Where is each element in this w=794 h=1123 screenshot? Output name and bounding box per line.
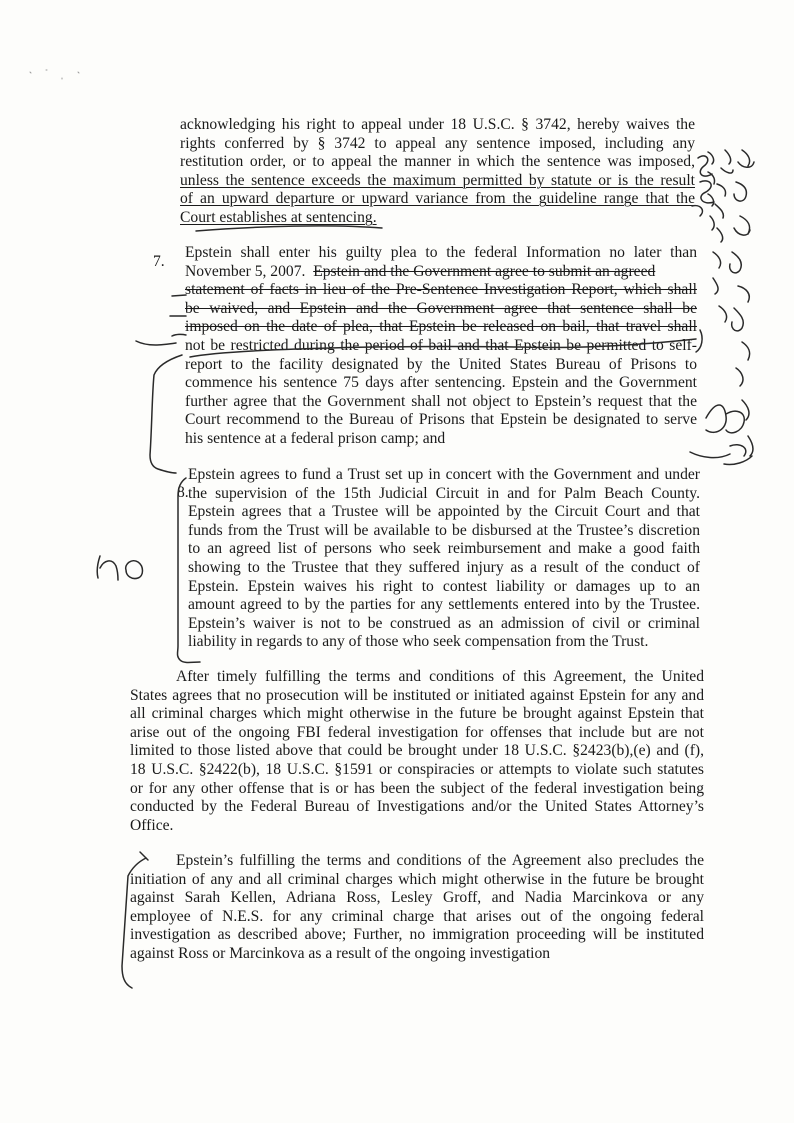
text-line: restitution order, or to appeal the manner in which the sentence was imposed, [180,153,695,171]
text-line: Epstein agrees to fund a Trust set up in concert with the Government and under [188,466,700,483]
text-line: initiation of any and all criminal charges which might otherwise in the future be brought [130,870,704,888]
margin-scribble [706,405,752,465]
text-line: conducted by the Federal Bureau of Investigations and/or the United States Attorney’s [130,798,704,816]
text-line: limited to those listed above that could be brought under 18 U.S.C. §2423(b),(e) and (f), [130,742,704,760]
text-line: acknowledging his right to appeal under 18 U.S.C. § 3742, hereby waives the [180,116,695,133]
text-line: States agrees that no prosecution will be instituted or initiated against Epstein for any and [130,686,704,704]
strike-mark [172,295,186,296]
text-line: showing to the Trustee that they suffered injury as a result of the conduct of [188,558,700,576]
text-line: to an agreed list of persons who seek reimbursement and make a good faith [188,540,700,558]
text-line: employee of N.E.S. for any criminal charge that arises out of the ongoing federal [130,907,704,925]
text-line: rights conferred by § 3742 to appeal any sentence imposed, including any [180,134,695,152]
text-line: Epstein shall enter his guilty plea to the federal Information no later than [185,244,697,261]
text-line: or for any other offense that is or has been the subject of the federal investigation being [130,779,704,797]
left-bracket [150,355,182,473]
text-line: his sentence at a federal prison camp; and [185,429,446,447]
underlined-line: unless the sentence exceeds the maximum permitted by statute or is the result [180,171,695,189]
struck-segment: Epstein and the Government agree to submit an agreed [313,262,656,280]
struck-line: be waived, and Epstein and the Government agree that sentence shall be [185,299,697,317]
text-segment: November 5, 2007. [185,262,306,280]
item-8-number: 8. [177,484,189,501]
text-line: 18 U.S.C. §2422(b), 18 U.S.C. §1591 or conspiracies or attempts to violate such statutes [130,760,704,778]
text-line: further agree that the Government shall not object to Epstein’s request that the [185,392,697,410]
text-line [185,263,697,282]
preclusion-paragraph [130,852,704,964]
intro-paragraph [180,116,695,228]
text-line: not be restricted during the period of bail and that Epstein be permitted to self- [185,336,697,354]
text-line: After timely fulfilling the terms and conditions of this Agreement, the United [176,668,704,685]
text-line: the supervision of the 15th Judicial Circuit in and for Palm Beach County. [188,484,700,502]
non-prosecution-paragraph [130,668,704,835]
text-line: commence his sentence 75 days after sentencing. Epstein and the Government [185,374,697,392]
text-line: Epstein’s fulfilling the terms and conditions of the Agreement also precludes the [176,852,704,869]
struck-line: statement of facts in lieu of the Pre-Sentence Investigation Report, which shall [185,281,697,299]
underlined-line: Court establishes at sentencing. [180,208,377,226]
margin-note-no [97,556,142,580]
text-line: Epstein. Epstein waives his right to contest liability or damages up to an [188,577,700,595]
text-line: Epstein’s waiver is not to be construed as an admission of civil or criminal [188,614,700,632]
struck-line: imposed on the date of plea, that Epstein be released on bail, that travel shall [185,318,697,336]
text-line: all criminal charges which might otherwise in the future be brought against Epstein that [130,705,704,723]
item-7-paragraph [185,244,697,449]
text-line: amount agreed to by the parties for any settlements entered into by the Trustee. [188,596,700,614]
margin-handwriting [730,150,754,456]
text-line: investigation as described above; Further, no immigration proceeding will be instituted [130,926,704,944]
item-8-paragraph [188,466,700,652]
text-line: arise out of the ongoing FBI federal investigation for offenses that include but are not [130,723,704,741]
text-line: report to the facility designated by the United States Bureau of Prisons to [185,355,697,373]
text-line: Court recommend to the Bureau of Prisons that Epstein be designated to serve [185,411,697,429]
item-7-number: 7. [153,253,165,270]
margin-scribble [698,156,712,176]
text-line: against Ross or Marcinkova as a result of the ongoing investigation [130,944,551,962]
text-line: funds from the Trust will be available to be disbursed at the Trustee’s discretion [188,521,700,539]
scan-specks [30,70,79,79]
text-line: Office. [130,816,174,834]
text-line: Epstein agrees that a Trustee will be appointed by the Circuit Court and that [188,503,700,521]
text-line: against Sarah Kellen, Adriana Ross, Lesley Groff, and Nadia Marcinkova or any [130,889,704,907]
underlined-line: of an upward departure or upward variance from the guideline range that the [180,190,695,208]
text-line: liability in regards to any of those who seek compensation from the Trust. [188,633,649,651]
